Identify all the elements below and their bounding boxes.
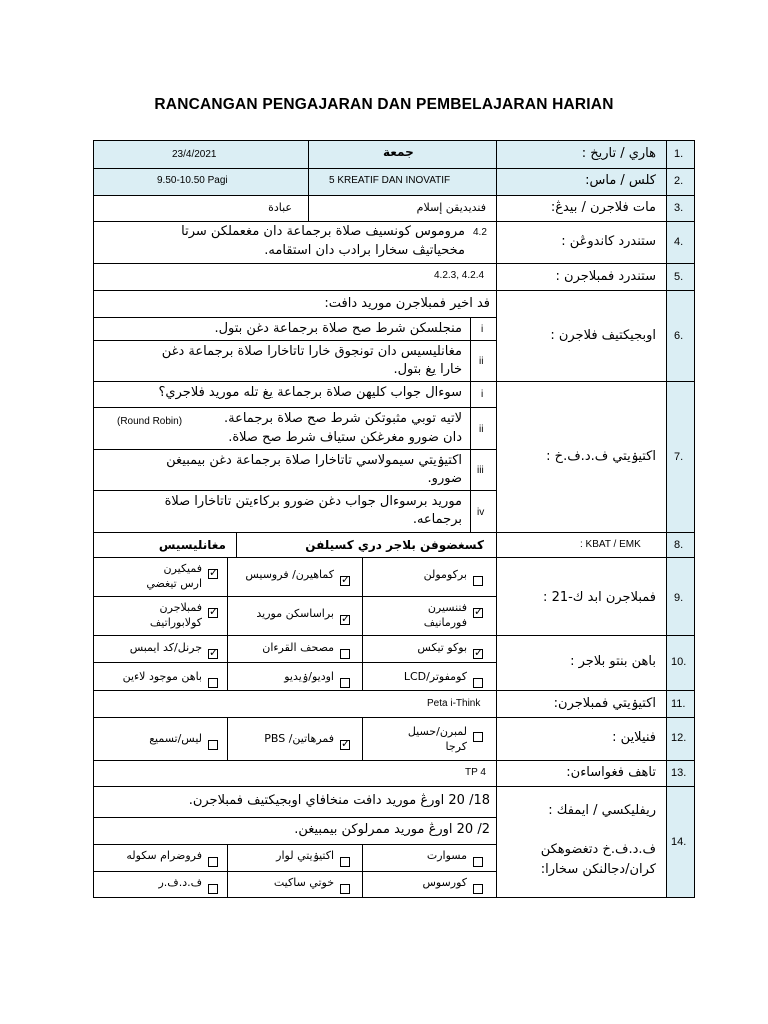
content-standard-code: 4.2 xyxy=(473,227,487,238)
option-label: مسوارت xyxy=(426,849,467,862)
option-label: كماهيرن/ فروسيس xyxy=(245,568,334,581)
row-number: 2. xyxy=(674,175,684,187)
content-standard-line: مروموس كونسيف صلاة برجماعة دان مغعملكن سرتا xyxy=(181,224,465,239)
kbat-value-a: مغانليسيس xyxy=(158,538,226,552)
option-label: ليس/تسميع xyxy=(149,732,202,745)
assessment-option[interactable] xyxy=(264,732,350,753)
label-activity-type: اکتيۏيتي فمبلاجرن: xyxy=(553,696,656,711)
reflection-line: 2/ 20 اورڠ موريد ممرلوكن بيمبيغن. xyxy=(294,822,490,837)
checkbox[interactable] xyxy=(340,576,350,586)
round-robin-tag: (Round Robin) xyxy=(117,416,183,427)
row-number: 1. xyxy=(674,148,684,160)
checkbox[interactable] xyxy=(473,649,483,659)
option-label: اکتيۏيتي لوار xyxy=(276,849,334,862)
field-value: عبادة xyxy=(268,201,292,214)
activity-item: لاتيه توبي مثبوتكن شرط صح صلاة برجماعة. xyxy=(223,411,462,426)
label-pak21: فمبلاجرن ابد ك-21 : xyxy=(543,590,656,605)
objectives-intro: فد اخير فمبلاجرن موريد دافت: xyxy=(324,296,490,311)
divider xyxy=(93,817,497,818)
option-label: فمبلاجرن كولابوراتيف xyxy=(149,601,202,629)
activity-item: اکتيۏيتي سيمولاسي تاتاخارا صلاة برجماعة دغن بيمبيغن xyxy=(166,453,462,468)
row-number: 5. xyxy=(674,271,684,283)
checkbox[interactable] xyxy=(473,732,483,742)
label-class-time: کلس / ماس: xyxy=(585,173,656,188)
option-label: بركومولن xyxy=(423,568,467,581)
pak21-option[interactable] xyxy=(423,601,483,629)
checkbox[interactable] xyxy=(473,576,483,586)
pak21-option[interactable] xyxy=(146,562,218,590)
pak21-option[interactable] xyxy=(149,601,218,629)
activity-index: iii xyxy=(477,465,484,476)
checkbox[interactable] xyxy=(473,857,483,867)
postpone-option[interactable] xyxy=(126,849,218,870)
activity-index: iv xyxy=(477,507,485,518)
label-postponed-reason: كران/دجالنكن سخارا: xyxy=(540,862,656,877)
label-learning-standard: ستندرد فمبلاجرن : xyxy=(555,269,656,284)
row-number: 7. xyxy=(674,451,684,463)
pak21-option[interactable] xyxy=(245,568,350,589)
subject-value: فنديديقن إسلام xyxy=(416,201,486,214)
material-option[interactable] xyxy=(122,670,218,691)
checkbox[interactable] xyxy=(340,615,350,625)
row-number: 8. xyxy=(674,539,684,551)
checkbox[interactable] xyxy=(473,678,483,688)
option-label: لمبرن/حسيل كرجا xyxy=(407,725,467,753)
learning-standard-value: 4.2.3, 4.2.4 xyxy=(434,270,485,281)
row-number: 9. xyxy=(674,592,684,604)
option-label: باهن موجود لاءين xyxy=(122,670,202,683)
label-activities: اکتيۏيتي ف.د.ف.خ : xyxy=(546,449,656,464)
objective-index: ii xyxy=(479,356,484,367)
activity-index: ii xyxy=(479,424,484,435)
label-reflection: ريفليكسي / ايمفك : xyxy=(548,803,656,818)
row-number: 12. xyxy=(671,732,687,744)
day-value: جمعة xyxy=(383,145,414,159)
activity-item: ضورو. xyxy=(427,471,462,486)
divider xyxy=(93,490,497,491)
checkbox[interactable] xyxy=(340,649,350,659)
option-label: بوكو تيكس xyxy=(417,641,467,654)
option-label: فروضرام سكوله xyxy=(126,849,202,862)
option-label: فننسيرن فورمانيف xyxy=(423,601,467,629)
activity-item: دان ضورو مغرغكن ستياف شرط صح صلاة. xyxy=(228,430,462,445)
checkbox[interactable] xyxy=(208,857,218,867)
class-value: 5 KREATIF DAN INOVATIF xyxy=(329,175,451,186)
activity-index: i xyxy=(481,389,484,400)
objective-index: i xyxy=(481,324,484,335)
material-option[interactable] xyxy=(403,670,483,691)
activity-item: موريد برسوءال جواب دغن ضورو برکاءيتن تاتاخارا صلاة xyxy=(164,494,462,509)
checkbox[interactable] xyxy=(340,857,350,867)
checkbox[interactable] xyxy=(208,884,218,894)
label-kbat: : KBAT / EMK xyxy=(580,539,641,550)
kbat-value-b: كسغضوفن بلاجر دري كسيلفن xyxy=(305,538,484,552)
option-label: كورسوس xyxy=(422,876,467,889)
label-objectives: اوبجيكتيف فلاجرن : xyxy=(550,328,656,343)
mastery-value: TP 4 xyxy=(465,767,486,778)
assessment-option[interactable] xyxy=(149,732,218,753)
material-option[interactable] xyxy=(262,641,350,662)
date-value: 23/4/2021 xyxy=(172,149,217,160)
activity-item: سوءال جواب كليهن صلاة برجماعة يغ تله موريد فلاجري؟ xyxy=(158,385,462,400)
row-number: 13. xyxy=(671,767,687,779)
option-label: اوديو/ۏيديو xyxy=(284,670,334,683)
label-assessment: فنيلاين : xyxy=(612,730,656,745)
page-title: RANCANGAN PENGAJARAN DAN PEMBELAJARAN HARIAN xyxy=(154,96,614,113)
checkbox[interactable] xyxy=(208,608,218,618)
label-day-date: هاري / تاريخ : xyxy=(581,146,656,161)
reflection-line: 18/ 20 اورڠ موريد دافت منخافاي اوبجيكتيف فمبلاجرن. xyxy=(188,793,490,808)
time-value: 9.50-10.50 Pagi xyxy=(157,175,228,186)
pak21-option[interactable] xyxy=(423,568,483,589)
objective-index-col xyxy=(470,317,497,382)
activity-item: برجماعه. xyxy=(412,512,462,527)
postpone-option[interactable] xyxy=(276,849,350,870)
option-label: براساسكن موريد xyxy=(256,607,334,620)
checkbox[interactable] xyxy=(208,740,218,750)
option-label: فمرهاتين/ PBS xyxy=(264,732,334,745)
material-option[interactable] xyxy=(129,641,218,662)
checkbox[interactable] xyxy=(340,678,350,688)
checkbox[interactable] xyxy=(340,740,350,750)
label-postponed: ف.د.ف.خ دتغضوهكن xyxy=(540,842,656,857)
checkbox[interactable] xyxy=(473,608,483,618)
postpone-option[interactable] xyxy=(158,876,218,897)
option-label: ف.د.ف.ر xyxy=(158,876,202,889)
option-label: فميکيرن ارس تيغضي xyxy=(146,562,202,590)
objective-item: منجلسكن شرط صح صلاة برجماعة دغن بتول. xyxy=(214,321,462,336)
postpone-option[interactable] xyxy=(273,876,350,897)
option-label: مصحف القرءان xyxy=(262,641,334,654)
pak21-option[interactable] xyxy=(256,607,350,628)
assessment-option[interactable] xyxy=(407,725,483,753)
material-option[interactable] xyxy=(417,641,483,662)
row-number: 14. xyxy=(671,836,687,848)
objective-item: خارا يغ بتول. xyxy=(393,362,462,377)
checkbox[interactable] xyxy=(208,569,218,579)
divider xyxy=(93,168,497,169)
checkbox[interactable] xyxy=(208,649,218,659)
activity-type-value: Peta i-Think xyxy=(427,698,481,709)
objective-item: مغانليسيس دان تونجوق خارا تاتاخارا صلاة برجماعة دغن xyxy=(161,344,462,359)
label-materials: باهن بنتو بلاجر : xyxy=(570,654,656,669)
row-number: 11. xyxy=(671,698,686,710)
option-label: كومفوتر/LCD xyxy=(403,670,467,683)
content-standard-line: مخحياتيڤ سخارا برادب دان استقامه. xyxy=(264,243,465,258)
row-number: 10. xyxy=(671,656,687,668)
mastery-level-cell xyxy=(93,760,497,787)
row-number: 6. xyxy=(674,330,684,342)
row-number: 4. xyxy=(674,236,684,248)
material-option[interactable] xyxy=(284,670,350,691)
label-subject: مات فلاجرن / بيدڠ: xyxy=(550,200,656,215)
option-label: خوتي ساكيت xyxy=(273,876,334,889)
checkbox[interactable] xyxy=(473,884,483,894)
postpone-option[interactable] xyxy=(422,876,483,897)
option-label: جرنل/كد ايمبس xyxy=(129,641,202,654)
row-number: 3. xyxy=(674,202,684,214)
checkbox[interactable] xyxy=(340,884,350,894)
label-mastery: تاهف فغواساءن: xyxy=(566,765,656,780)
postpone-option[interactable] xyxy=(426,849,483,870)
checkbox[interactable] xyxy=(208,678,218,688)
label-content-standard: ستندرد كاندوڠن : xyxy=(561,234,656,249)
